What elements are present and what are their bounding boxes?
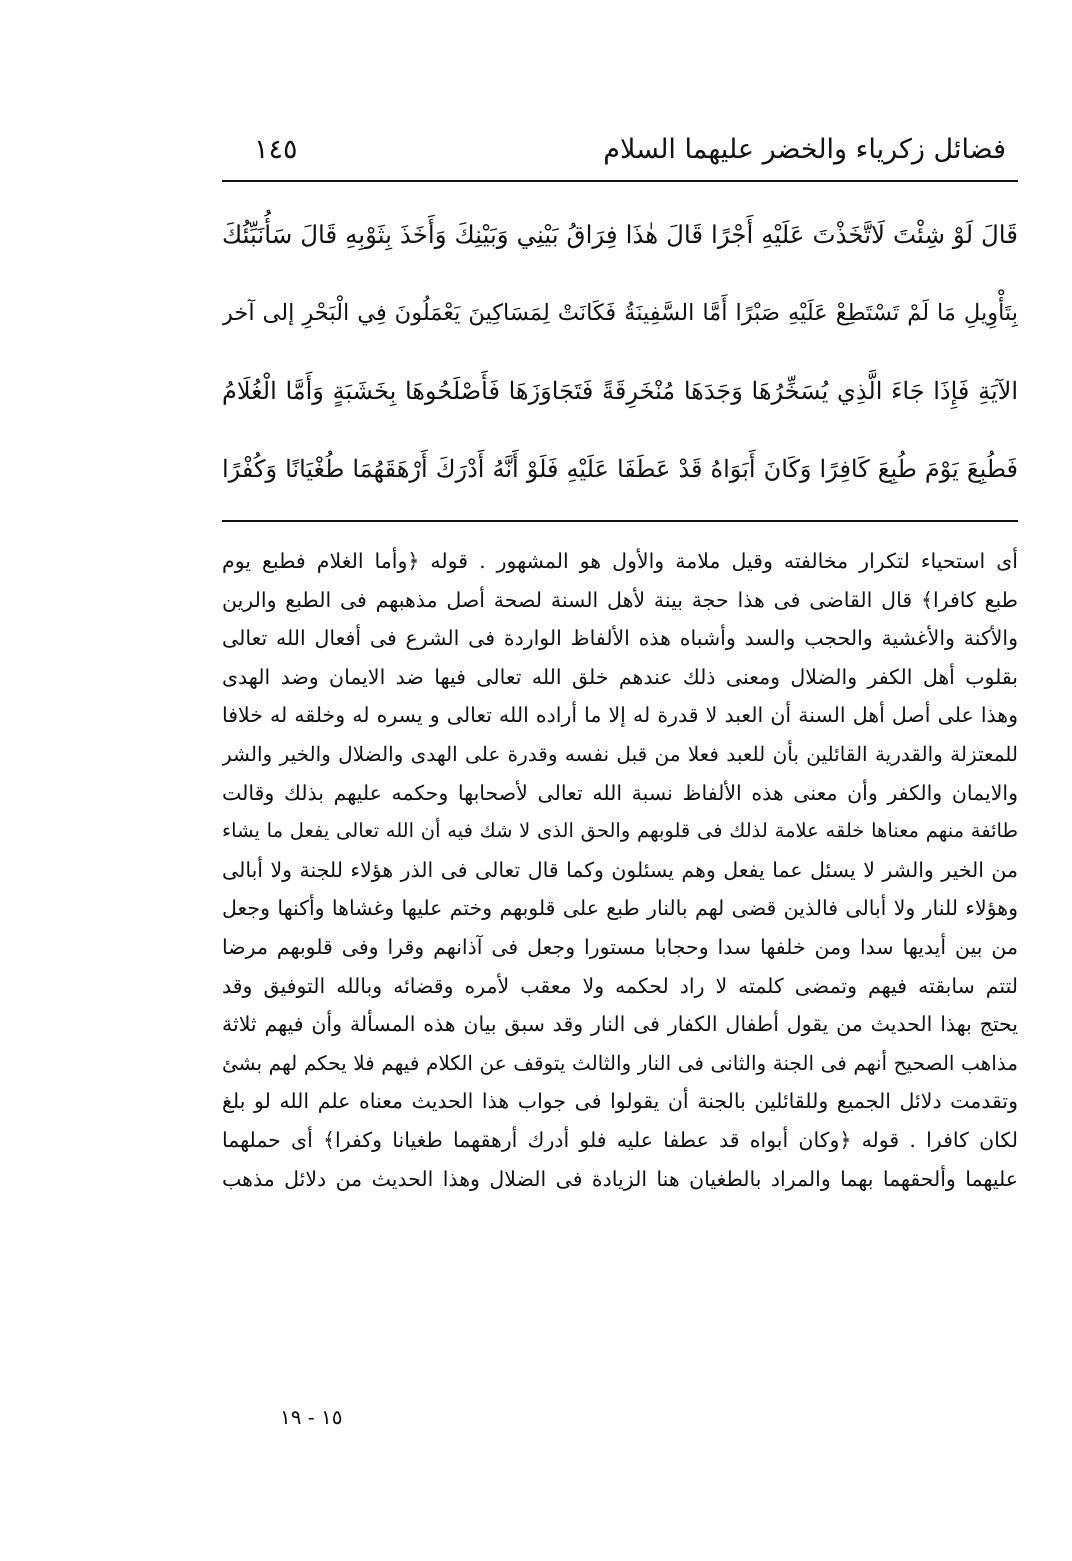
page-header: [222, 132, 1018, 176]
separator-rule: [222, 520, 1018, 522]
header-rule: [222, 180, 1018, 182]
running-title: فضائل زكرياء والخضر عليهما السلام: [603, 134, 1006, 165]
commentary-line: طبع كافرا﴾ قال القاضى فى هذا حجة بينة لأهل السنة لصحة أصل مذهبهم فى الطبع والرين: [222, 587, 1018, 612]
printer-signature: ١٥ - ١٩: [280, 1405, 343, 1429]
commentary-line: وهؤلاء للنار ولا أبالى فالذين قضى لهم بالنار طبع على قلوبهم وختم عليها وغشاها وأكنها وجعل: [222, 896, 1018, 921]
commentary-line: طائفة منهم معناها خلقه علامة لذلك فى قلوبهم والحق الذى لا شك فيه أن الله تعالى يفعل ما يشاء: [222, 819, 1018, 843]
page-number: ١٤٥: [254, 134, 298, 165]
commentary-line: وتقدمت دلائل الجميع وللقائلين بالجنة أن يقولوا فى جواب هذا الحديث معناه علم الله لو بلغ: [222, 1089, 1018, 1114]
commentary-line: من الخير والشر لا يسئل عما يفعل وهم يسئلون وكما قال تعالى فى الذر هؤلاء للجنة ولا أبالى: [222, 857, 1018, 882]
hadith-line: بِتَأْوِيلِ مَا لَمْ تَسْتَطِعْ عَلَيْهِ صَبْرًا أَمَّا السَّفِينَةُ فَكَانَتْ لِمَسَاكِينَ يَعْمَلُونَ فِي الْبَحْرِ إلى آخر: [222, 300, 1018, 326]
commentary-line: بقلوب أهل الكفر والضلال ومعنى ذلك عندهم خلق الله تعالى فيها ضد الايمان وضد الهدى: [222, 664, 1018, 689]
commentary-line: لتتم سابقته فيهم وتمضى كلمته لا راد لحكمه ولا معقب لأمره وقضائه وبالله التوفيق وقد: [222, 973, 1018, 998]
hadith-line: الآيَةِ فَإِذَا جَاءَ الَّذِي يُسَخِّرُهَا وَجَدَهَا مُنْخَرِقَةً فَتَجَاوَزَهَا فَأَصْلَحُوهَا بِخَشَبَةٍ وَأَمَّا الْغُلَامُ: [222, 377, 1018, 405]
commentary-text: [222, 542, 1018, 1198]
hadith-text: [222, 196, 1018, 508]
commentary-line: والايمان والكفر وأن معنى هذه الألفاظ نسبة الله تعالى لأصحابها وحكمه عليهم بذلك وقالت: [222, 780, 1018, 805]
commentary-line: يحتج بهذا الحديث من يقول أطفال الكفار فى النار وقد سبق بيان هذه المسألة وأن فيهم ثلاثة: [222, 1012, 1018, 1037]
commentary-line: أى استحياء لتكرار مخالفته وقيل ملامة والأول هو المشهور . قوله ﴿وأما الغلام فطبع يوم: [222, 549, 1018, 573]
commentary-line: من بين أيديها سدا ومن خلفها سدا وحجابا مستورا وجعل فى آذانهم وقرا وفى قلوبهم مرضا: [222, 934, 1018, 959]
commentary-line: والأكنة والأغشية والحجب والسد وأشباه هذه الألفاظ الواردة فى الشرع فى أفعال الله تعالى: [222, 626, 1018, 651]
commentary-line: عليهما وألحقهما بهما والمراد بالطغيان هنا الزيادة فى الضلال وهذا الحديث من دلائل مذهب: [222, 1166, 1018, 1191]
commentary-line: للمعتزلة والقدرية القائلين بأن للعبد فعلا من قبل نفسه وقدرة على الهدى والضلال والخير والشر: [222, 741, 1018, 766]
hadith-line: فَطُبِعَ يَوْمَ طُبِعَ كَافِرًا وَكَانَ أَبَوَاهُ قَدْ عَطَفَا عَلَيْهِ فَلَوْ أَنَّهُ أَدْرَكَ أَرْهَقَهُمَا طُغْيَانًا وَكُفْرًا: [222, 455, 1018, 483]
hadith-line: قَالَ لَوْ شِئْتَ لَاتَّخَذْتَ عَلَيْهِ أَجْرًا قَالَ هٰذَا فِرَاقُ بَيْنِي وَبَيْنِكَ وَأَخَذَ بِثَوْبِهِ قَالَ سَأُنَبِّئُكَ: [222, 220, 1018, 249]
commentary-line: لكان كافرا . قوله ﴿وكان أبواه قد عطفا عليه فلو أدرك أرهقهما طغيانا وكفرا﴾ أى حملهما: [222, 1127, 1018, 1152]
commentary-line: وهذا على أصل أهل السنة أن العبد لا قدرة له إلا ما أراده الله تعالى و يسره له وخلقه له خلافا: [222, 703, 1018, 728]
commentary-line: مذاهب الصحيح أنهم فى الجنة والثانى فى النار والثالث يتوقف عن الكلام فيهم فلا يحكم لهم بشئ: [222, 1050, 1018, 1075]
